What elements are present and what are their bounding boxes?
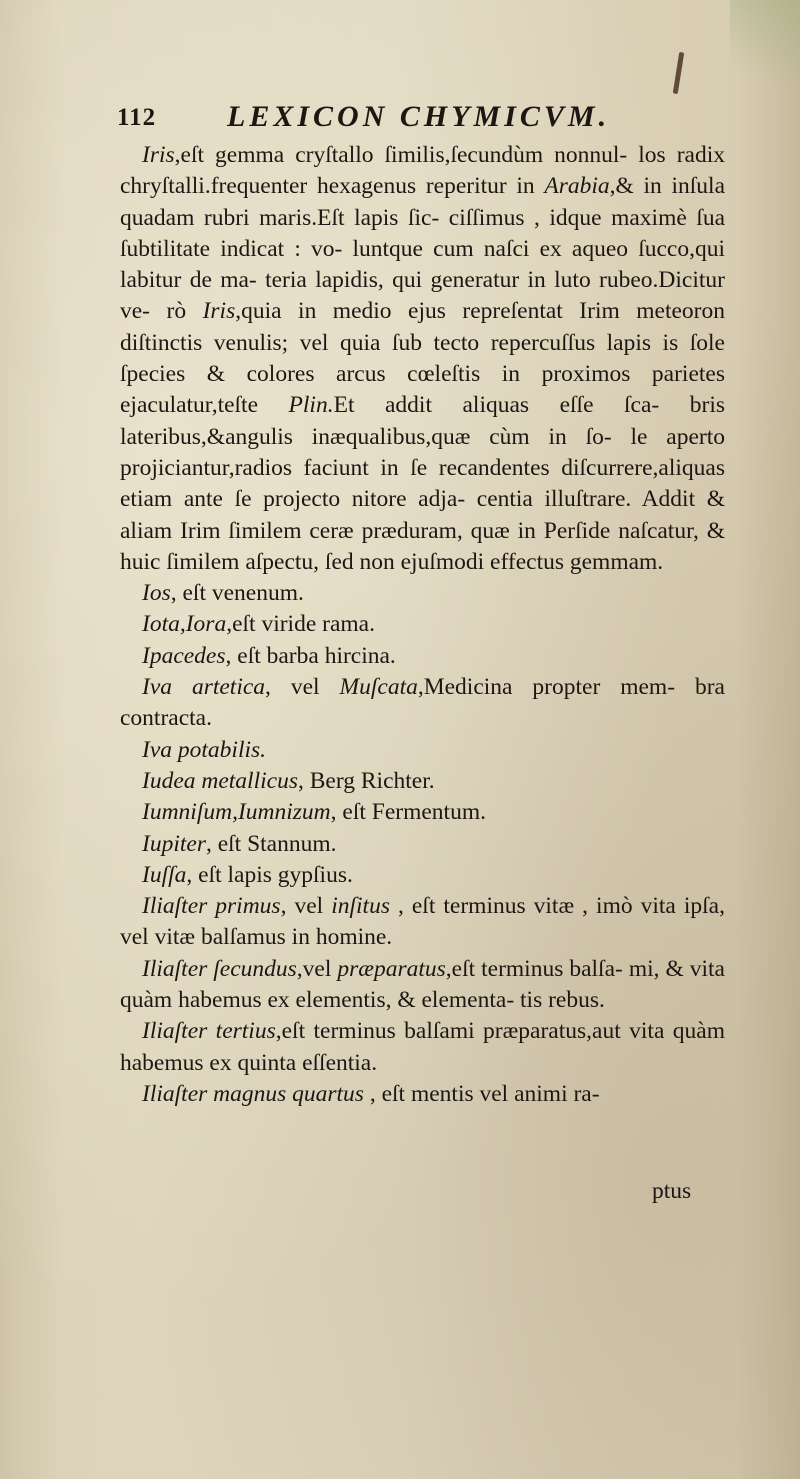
- entry-text: , eſt terminus vitæ , imò vita ipſa, vel vitæ balſamus in homine.: [120, 893, 725, 951]
- entry-text: ,& in inſula quadam rubri maris.Eſt lapis ſic- ciſſimus , idque maximè ſua ſubtilitate indicat : vo- luntque cum naſci ex aqueo ſucco,qui labitur de ma- teria lapidis, qui generatur in luto rubeo.Dicitur ve- rò: [120, 173, 726, 325]
- entry-text: ,Medicina propter mem- bra contracta.: [120, 674, 725, 732]
- entry-term-inline: Arabia: [544, 173, 610, 200]
- entry-iussa: [120, 860, 725, 891]
- entry-text: , eſt lapis gypſius.: [186, 861, 353, 888]
- lexicon-text: [120, 140, 725, 1110]
- entry-text: , eſt barba hircina.: [225, 642, 396, 669]
- entry-text: ,eſt gemma cryſtallo ſimilis,ſecundùm nonnul- los radix chryſtalli.frequenter hexagenus reperitur in: [120, 142, 725, 200]
- entry-iva-artetica: [120, 672, 725, 735]
- page-header: [117, 100, 727, 140]
- page-number: 112: [117, 104, 157, 131]
- entry-iris: [120, 140, 725, 578]
- entry-text: ,eſt viride rama.: [226, 611, 375, 638]
- entry-term: Iva potabilis.: [142, 736, 267, 763]
- entry-text: , eſt venenum.: [170, 580, 304, 607]
- entry-text: ,eſt terminus balſami præparatus,aut vita quàm habemus ex quinta eſſentia.: [120, 1018, 725, 1076]
- entry-iva-potabilis: [120, 735, 725, 766]
- entry-text: ,eſt terminus balſa- mi, & vita quàm habemus ex elementis, & elementa- tis rebus.: [120, 955, 725, 1014]
- entry-text: , vel: [265, 674, 340, 701]
- entry-iupiter: [120, 829, 725, 860]
- entry-iliaster-primus: [120, 891, 725, 954]
- entry-term: Iliaſter primus: [142, 893, 281, 920]
- entry-term: Ipacedes: [142, 642, 226, 669]
- corner-stain: [730, 0, 800, 110]
- entry-text: , Berg Richter.: [297, 767, 435, 794]
- entry-text: , vel: [280, 893, 332, 920]
- entry-text: ,quia in medio ejus repreſentat Irim meteoron diſtinctis venulis; vel quia ſub tecto repercuſſus lapis is ſole ſpecies & colores arcus cœleſtis in proximos parietes ejaculatur,teſte: [120, 298, 725, 419]
- entry-term: Iudea metallicus: [142, 767, 298, 794]
- entry-term: Iota,Iora: [142, 611, 227, 638]
- entry-term: Iris: [142, 142, 175, 168]
- entry-iliaster-magnus: [120, 1079, 725, 1110]
- entry-iota: [120, 609, 725, 640]
- entry-text: , eſt Fermentum.: [330, 799, 486, 826]
- entry-term: Iva artetica: [142, 674, 266, 701]
- entry-ipacedes: [120, 641, 725, 672]
- entry-term: Ios: [142, 580, 171, 607]
- entry-term-inline: præparatus: [337, 955, 446, 982]
- entry-term: Iliaſter magnus quartus: [142, 1080, 364, 1107]
- entry-iliaster-secundus: [120, 954, 725, 1017]
- entry-term: Iuſſa: [142, 861, 187, 888]
- entry-text: , eſt mentis vel animi ra-: [363, 1080, 600, 1107]
- entry-term: Iliaſter ſecundus: [142, 955, 297, 982]
- entry-iliaster-tertius: [120, 1016, 725, 1079]
- entry-text: ,vel: [296, 955, 338, 982]
- entry-term-inline: Muſcata: [339, 674, 418, 701]
- entry-term-inline: Plin.: [288, 392, 334, 419]
- entry-iudea: [120, 766, 725, 797]
- running-head: LEXICON CHYMICVM.: [227, 100, 611, 133]
- entry-ios: [120, 578, 725, 609]
- entry-term: Iupiter: [142, 830, 206, 857]
- entry-text: Et addit aliquas eſſe ſca- bris lateribus,&angulis inæqualibus,quæ cùm in ſo- le aperto projiciantur,radios faciunt in ſe recandentes diſcurrere,aliquas etiam ante ſe projecto nitore adja- centia illuſtrare. Addit & aliam Irim ſimilem ceræ præduram, quæ in Perſide naſcatur, & huic ſimilem aſpectu, ſed non ejuſmodi effectus gemmam.: [120, 392, 725, 575]
- entry-term: Iliaſter tertius: [142, 1018, 276, 1045]
- catchword: ptus: [652, 1178, 692, 1204]
- ink-mark: [673, 52, 685, 94]
- entry-iumnisum: [120, 797, 725, 828]
- entry-term-inline: Iris: [202, 298, 236, 325]
- entry-text: , eſt Stannum.: [205, 830, 337, 857]
- entry-term-inline: inſitus: [331, 893, 390, 920]
- entry-term: Iumniſum,Iumnizum: [142, 799, 331, 826]
